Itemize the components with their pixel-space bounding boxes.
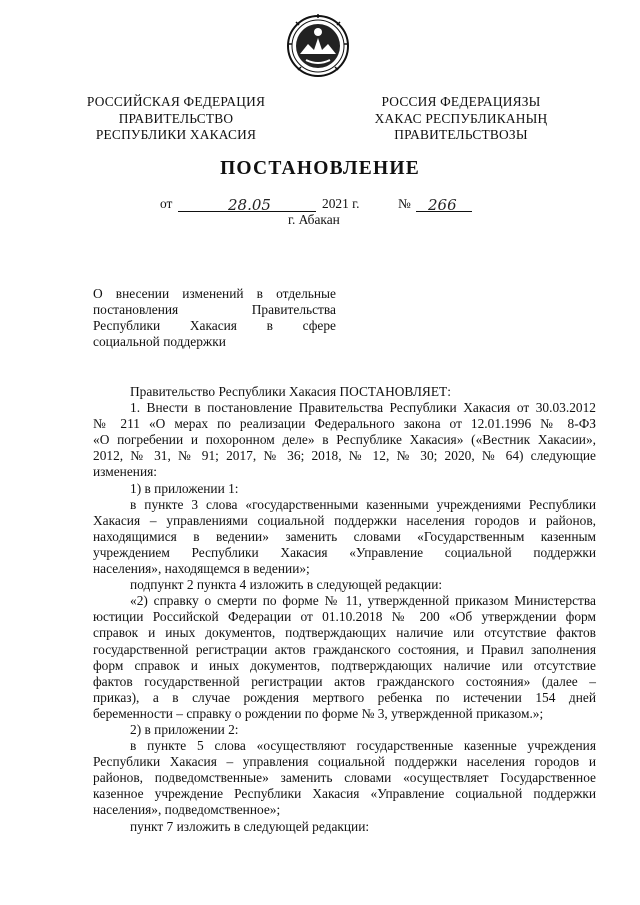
header-right-line: РОССИЯ ФЕДЕРАЦИЯЗЫ	[381, 94, 541, 109]
body-line: изменения:	[93, 464, 158, 480]
body-line: подпункт 2 пункта 4 изложить в следующей редакции:	[130, 577, 443, 593]
document-body	[93, 384, 596, 835]
body-paragraph	[93, 481, 596, 497]
document-subject	[93, 286, 336, 350]
body-line: № 211 «О мерах по реализации Федерального закона от 12.01.1996 № 8-ФЗ	[93, 416, 596, 432]
header-left	[66, 94, 286, 144]
body-line: 1. Внести в постановление Правительства Республики Хакасия от 30.03.2012	[130, 400, 596, 416]
body-paragraph	[93, 497, 596, 577]
header-right-line: ПРАВИТЕЛЬСТВОЗЫ	[394, 127, 528, 142]
body-line: Правительство Республики Хакасия ПОСТАНОВЛЯЕТ:	[130, 384, 451, 399]
subject-line: О внесении изменений в отдельные	[93, 286, 336, 301]
header-left-line: РЕСПУБЛИКИ ХАКАСИЯ	[95, 127, 257, 142]
body-line: учреждением Республики Хакасия «Управление социальной поддержки	[93, 544, 596, 560]
subject-line: постановления Правительства	[93, 302, 336, 317]
body-line: Хакасия – управлениями социальной поддержки населения городов и районов,	[93, 512, 596, 528]
body-line: Республики Хакасия – управления социальной поддержки населения городов и	[93, 754, 596, 770]
body-line: «2) справку о смерти по форме № 11, утвержденной приказом Министерства	[130, 593, 596, 609]
handwritten-date: 28.05	[228, 196, 271, 214]
body-line: справок и иных документов, подтверждающих наличие или отсутствие фактов	[93, 625, 596, 641]
coat-of-arms-emblem	[286, 14, 350, 78]
body-line: в пункте 3 слова «государственными казенными учреждениями Республики	[130, 496, 596, 512]
body-line: казенное учреждение Республики Хакасия «Управление социальной поддержки	[93, 786, 596, 802]
body-paragraph	[93, 384, 596, 400]
body-line: государственной регистрации актов гражданского состояния, и Правил заполнения	[93, 641, 596, 657]
body-line: беременности – справку о рождении по форме № 3, утвержденной приказом.»;	[93, 705, 544, 721]
body-line: находящимися в ведении» заменить словами «Государственным казенным	[93, 528, 596, 544]
header-right	[350, 94, 572, 144]
body-line: 2) в приложении 2:	[130, 721, 239, 737]
body-paragraph	[93, 819, 596, 835]
subject-line: Республики Хакасия в сфере	[93, 318, 336, 333]
body-paragraph	[93, 722, 596, 738]
document-title: ПОСТАНОВЛЕНИЕ	[220, 158, 420, 179]
year-label: 2021 г.	[322, 196, 360, 211]
body-line: районов, подведомственные» заменить словами «осуществляет Государственное	[93, 770, 596, 786]
body-line: пункт 7 изложить в следующей редакции:	[130, 818, 370, 834]
body-paragraph	[93, 738, 596, 818]
body-line: приказ), а в случае рождения мертвого ребенка по истечении 154 дней	[93, 689, 596, 705]
number-label: №	[398, 196, 411, 211]
header-left-line: ПРАВИТЕЛЬСТВО	[118, 110, 234, 126]
body-line: «О погребении и похоронном деле» в Республике Хакасия» («Вестник Хакасии»,	[93, 432, 596, 448]
body-line: 1) в приложении 1:	[130, 480, 239, 496]
header-right-line: ХАКАС РЕСПУБЛИКАНЫҢ	[374, 110, 548, 126]
body-line: фактов государственной регистрации актов гражданского состояния» (далее –	[93, 673, 596, 689]
subject-line: социальной поддержки	[93, 334, 226, 349]
handwritten-number: 266	[428, 196, 457, 214]
body-line: форм справок и иных документов, подтверждающих наличие или отсутствие	[93, 657, 596, 673]
body-line: населения», подведомственное»;	[93, 802, 281, 818]
from-label: от	[160, 196, 173, 211]
header-left-line: РОССИЙСКАЯ ФЕДЕРАЦИЯ	[86, 94, 266, 109]
body-line: населения», находящемся в ведении»;	[93, 561, 310, 577]
body-line: в пункте 5 слова «осуществляют государственные казенные учреждения	[130, 738, 596, 754]
body-paragraph	[93, 593, 596, 722]
body-line: 2012, № 31, № 91; 2017, № 36; 2018, № 12, № 30; 2020, № 64) следующие	[93, 448, 596, 464]
body-paragraph	[93, 577, 596, 593]
body-line: юстиции Российской Федерации от 01.10.2018 № 200 «Об утверждении форм	[93, 609, 596, 625]
city-label: г. Абакан	[288, 212, 340, 227]
body-paragraph	[93, 400, 596, 480]
